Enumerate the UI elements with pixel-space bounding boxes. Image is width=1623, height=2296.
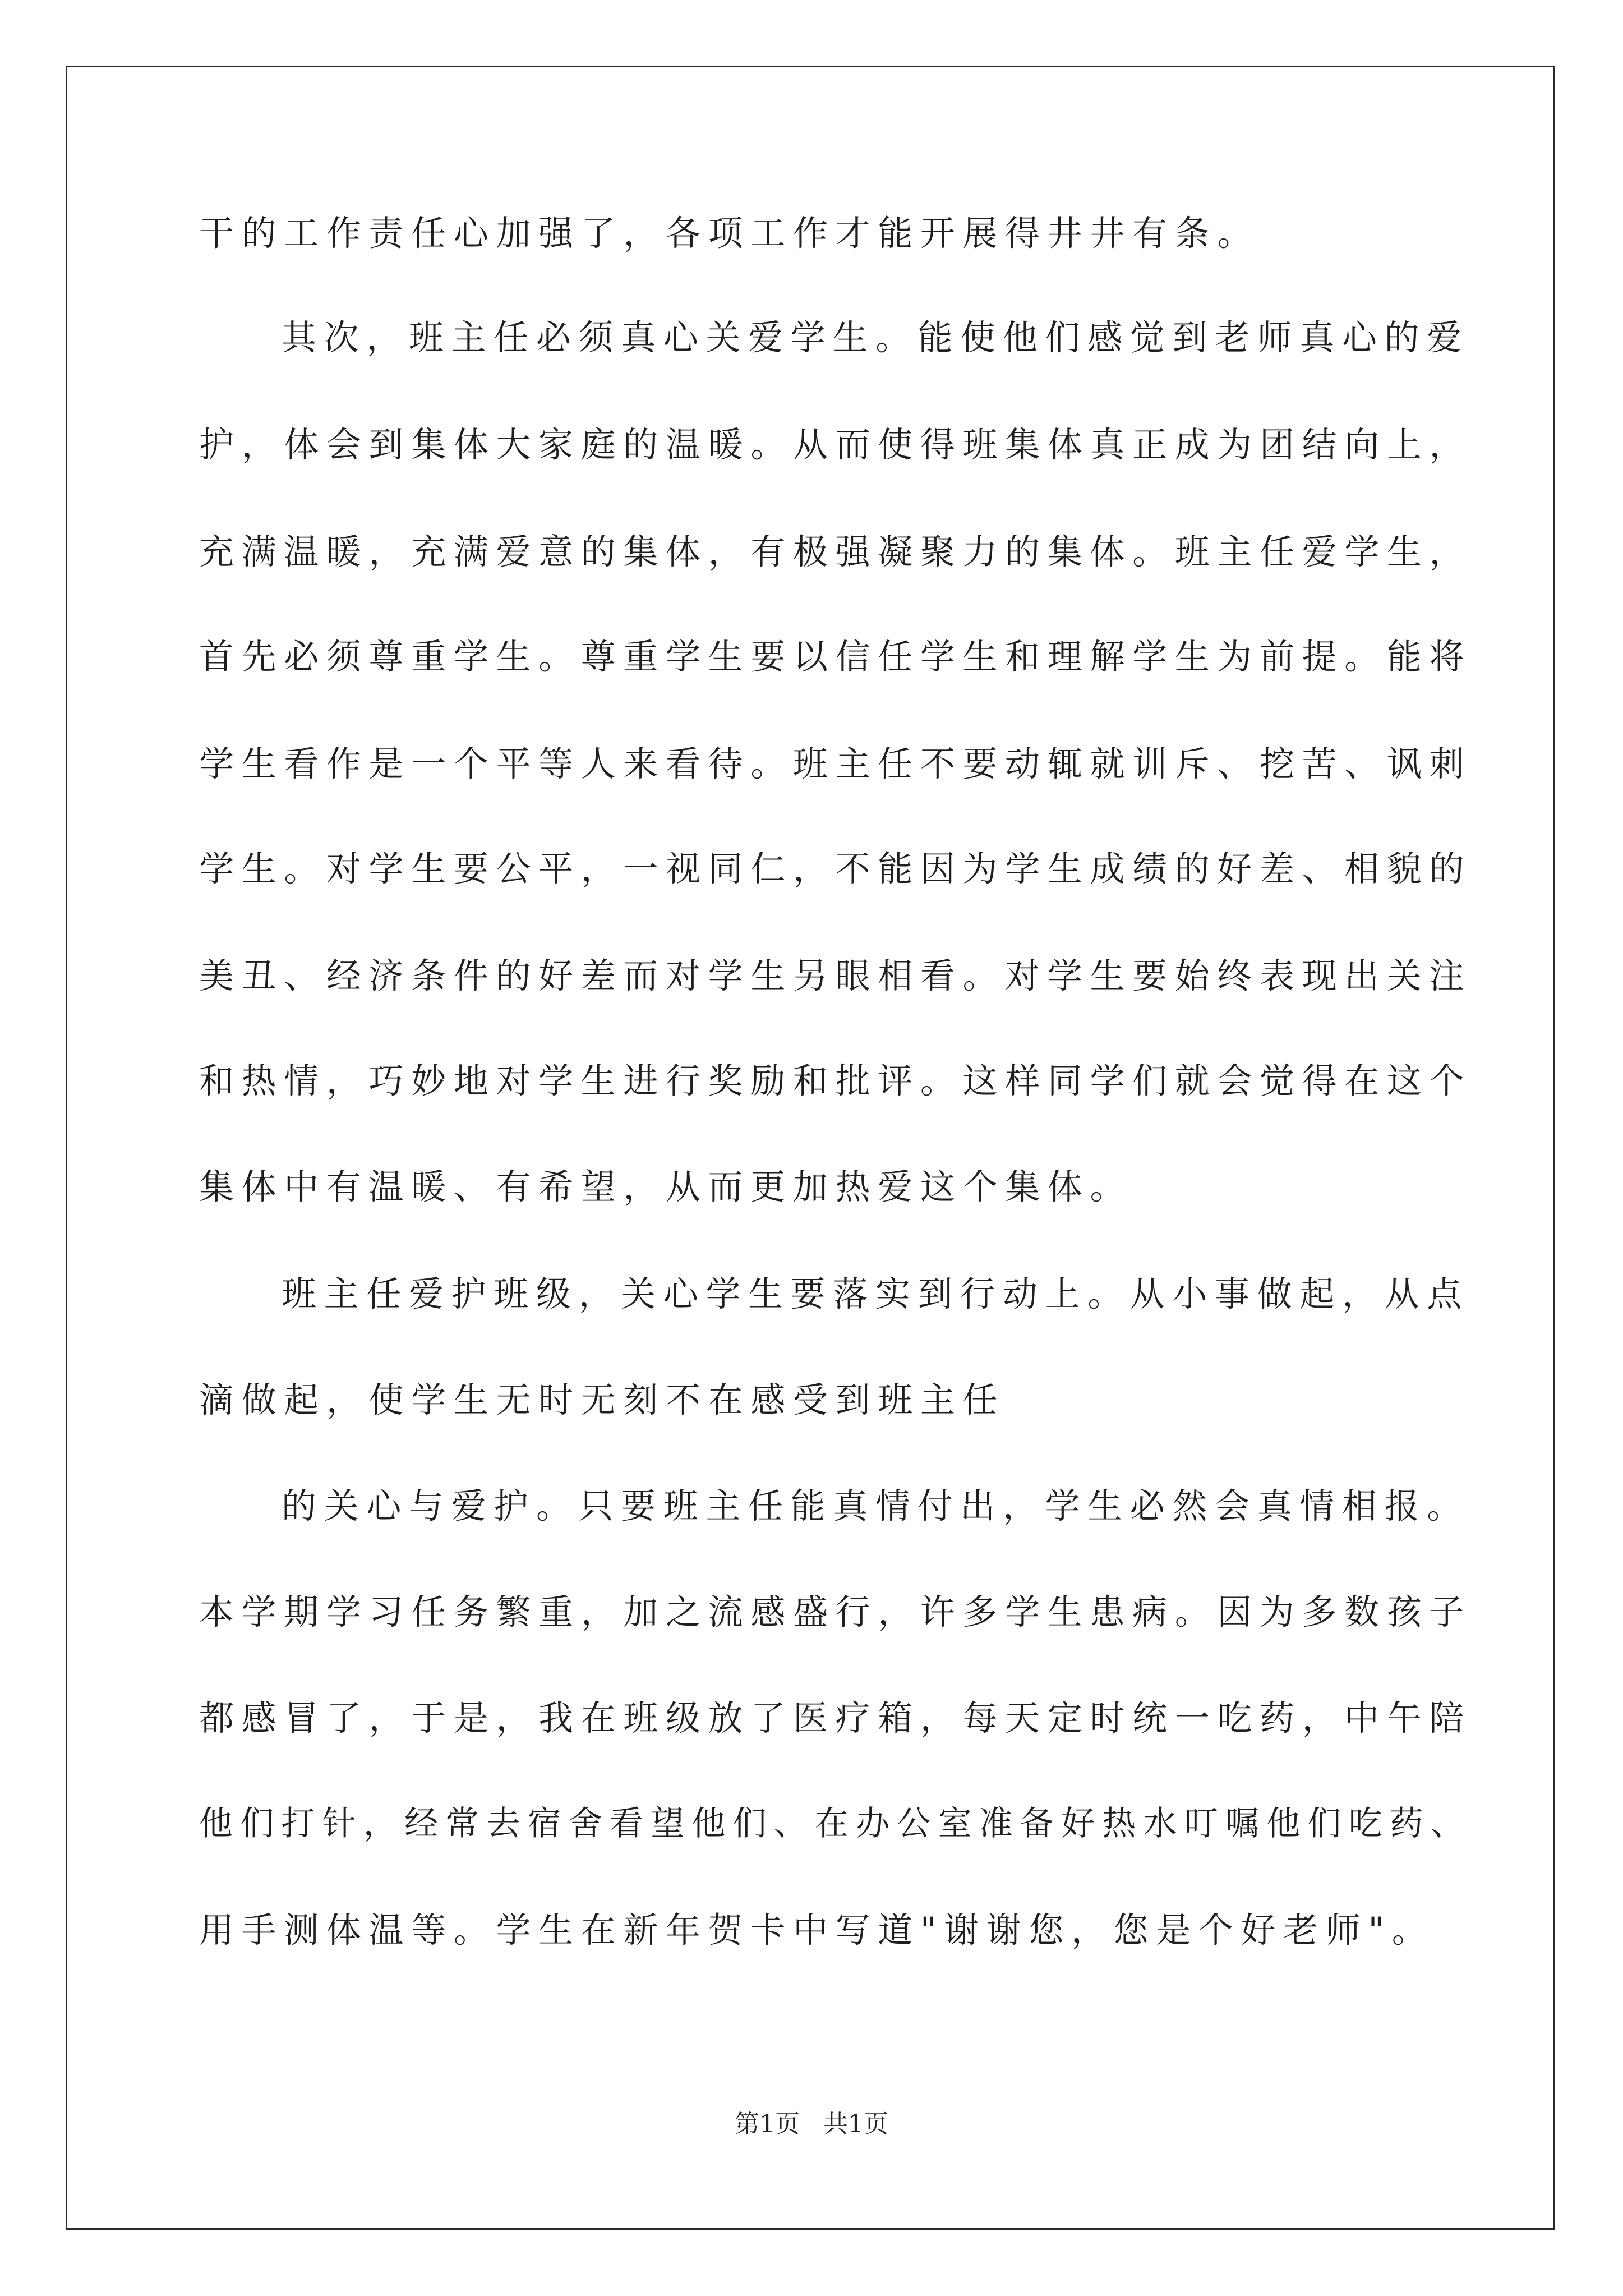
page-number-footer: 第1页 共1页	[735, 2110, 888, 2138]
text-line-14: 本学期学习任务繁重，加之流感盛行，许多学生患病。因为多数孩子	[199, 1591, 1472, 1632]
text-line-7: 学生。对学生要公平，一视同仁，不能因为学生成绩的好差、相貌的	[199, 848, 1472, 889]
text-line-9: 和热情，巧妙地对学生进行奖励和批评。这样同学们就会觉得在这个	[199, 1060, 1472, 1101]
text-line-4: 充满温暖，充满爱意的集体，有极强凝聚力的集体。班主任爱学生，	[199, 531, 1472, 572]
page-border	[66, 66, 1555, 2230]
text-line-12: 滴做起，使学生无时无刻不在感受到班主任	[199, 1379, 1006, 1420]
text-line-11: 班主任爱护班级，关心学生要落实到行动上。从小事做起，从点	[282, 1273, 1469, 1314]
text-line-8: 美丑、经济条件的好差而对学生另眼相看。对学生要始终表现出关注	[199, 955, 1472, 996]
text-line-6: 学生看作是一个平等人来看待。班主任不要动辄就训斥、挖苦、讽刺	[199, 743, 1472, 784]
text-line-2: 其次，班主任必须真心关爱学生。能使他们感觉到老师真心的爱	[282, 317, 1469, 358]
text-line-15: 都感冒了，于是，我在班级放了医疗箱，每天定时统一吃药，中午陪	[199, 1697, 1472, 1738]
text-line-17: 用手测体温等。学生在新年贺卡中写道"谢谢您，您是个好老师"。	[199, 1910, 1435, 1950]
text-line-3: 护，体会到集体大家庭的温暖。从而使得班集体真正成为团结向上，	[199, 424, 1472, 465]
text-line-10: 集体中有温暖、有希望，从而更加热爱这个集体。	[199, 1166, 1133, 1207]
text-line-1: 干的工作责任心加强了，各项工作才能开展得井井有条。	[199, 213, 1260, 254]
text-line-13: 的关心与爱护。只要班主任能真情付出，学生必然会真情相报。	[282, 1485, 1469, 1526]
text-line-5: 首先必须尊重学生。尊重学生要以信任学生和理解学生为前提。能将	[199, 636, 1472, 677]
text-line-16: 他们打针，经常去宿舍看望他们、在办公室准备好热水叮嘱他们吃药、	[199, 1804, 1472, 1843]
